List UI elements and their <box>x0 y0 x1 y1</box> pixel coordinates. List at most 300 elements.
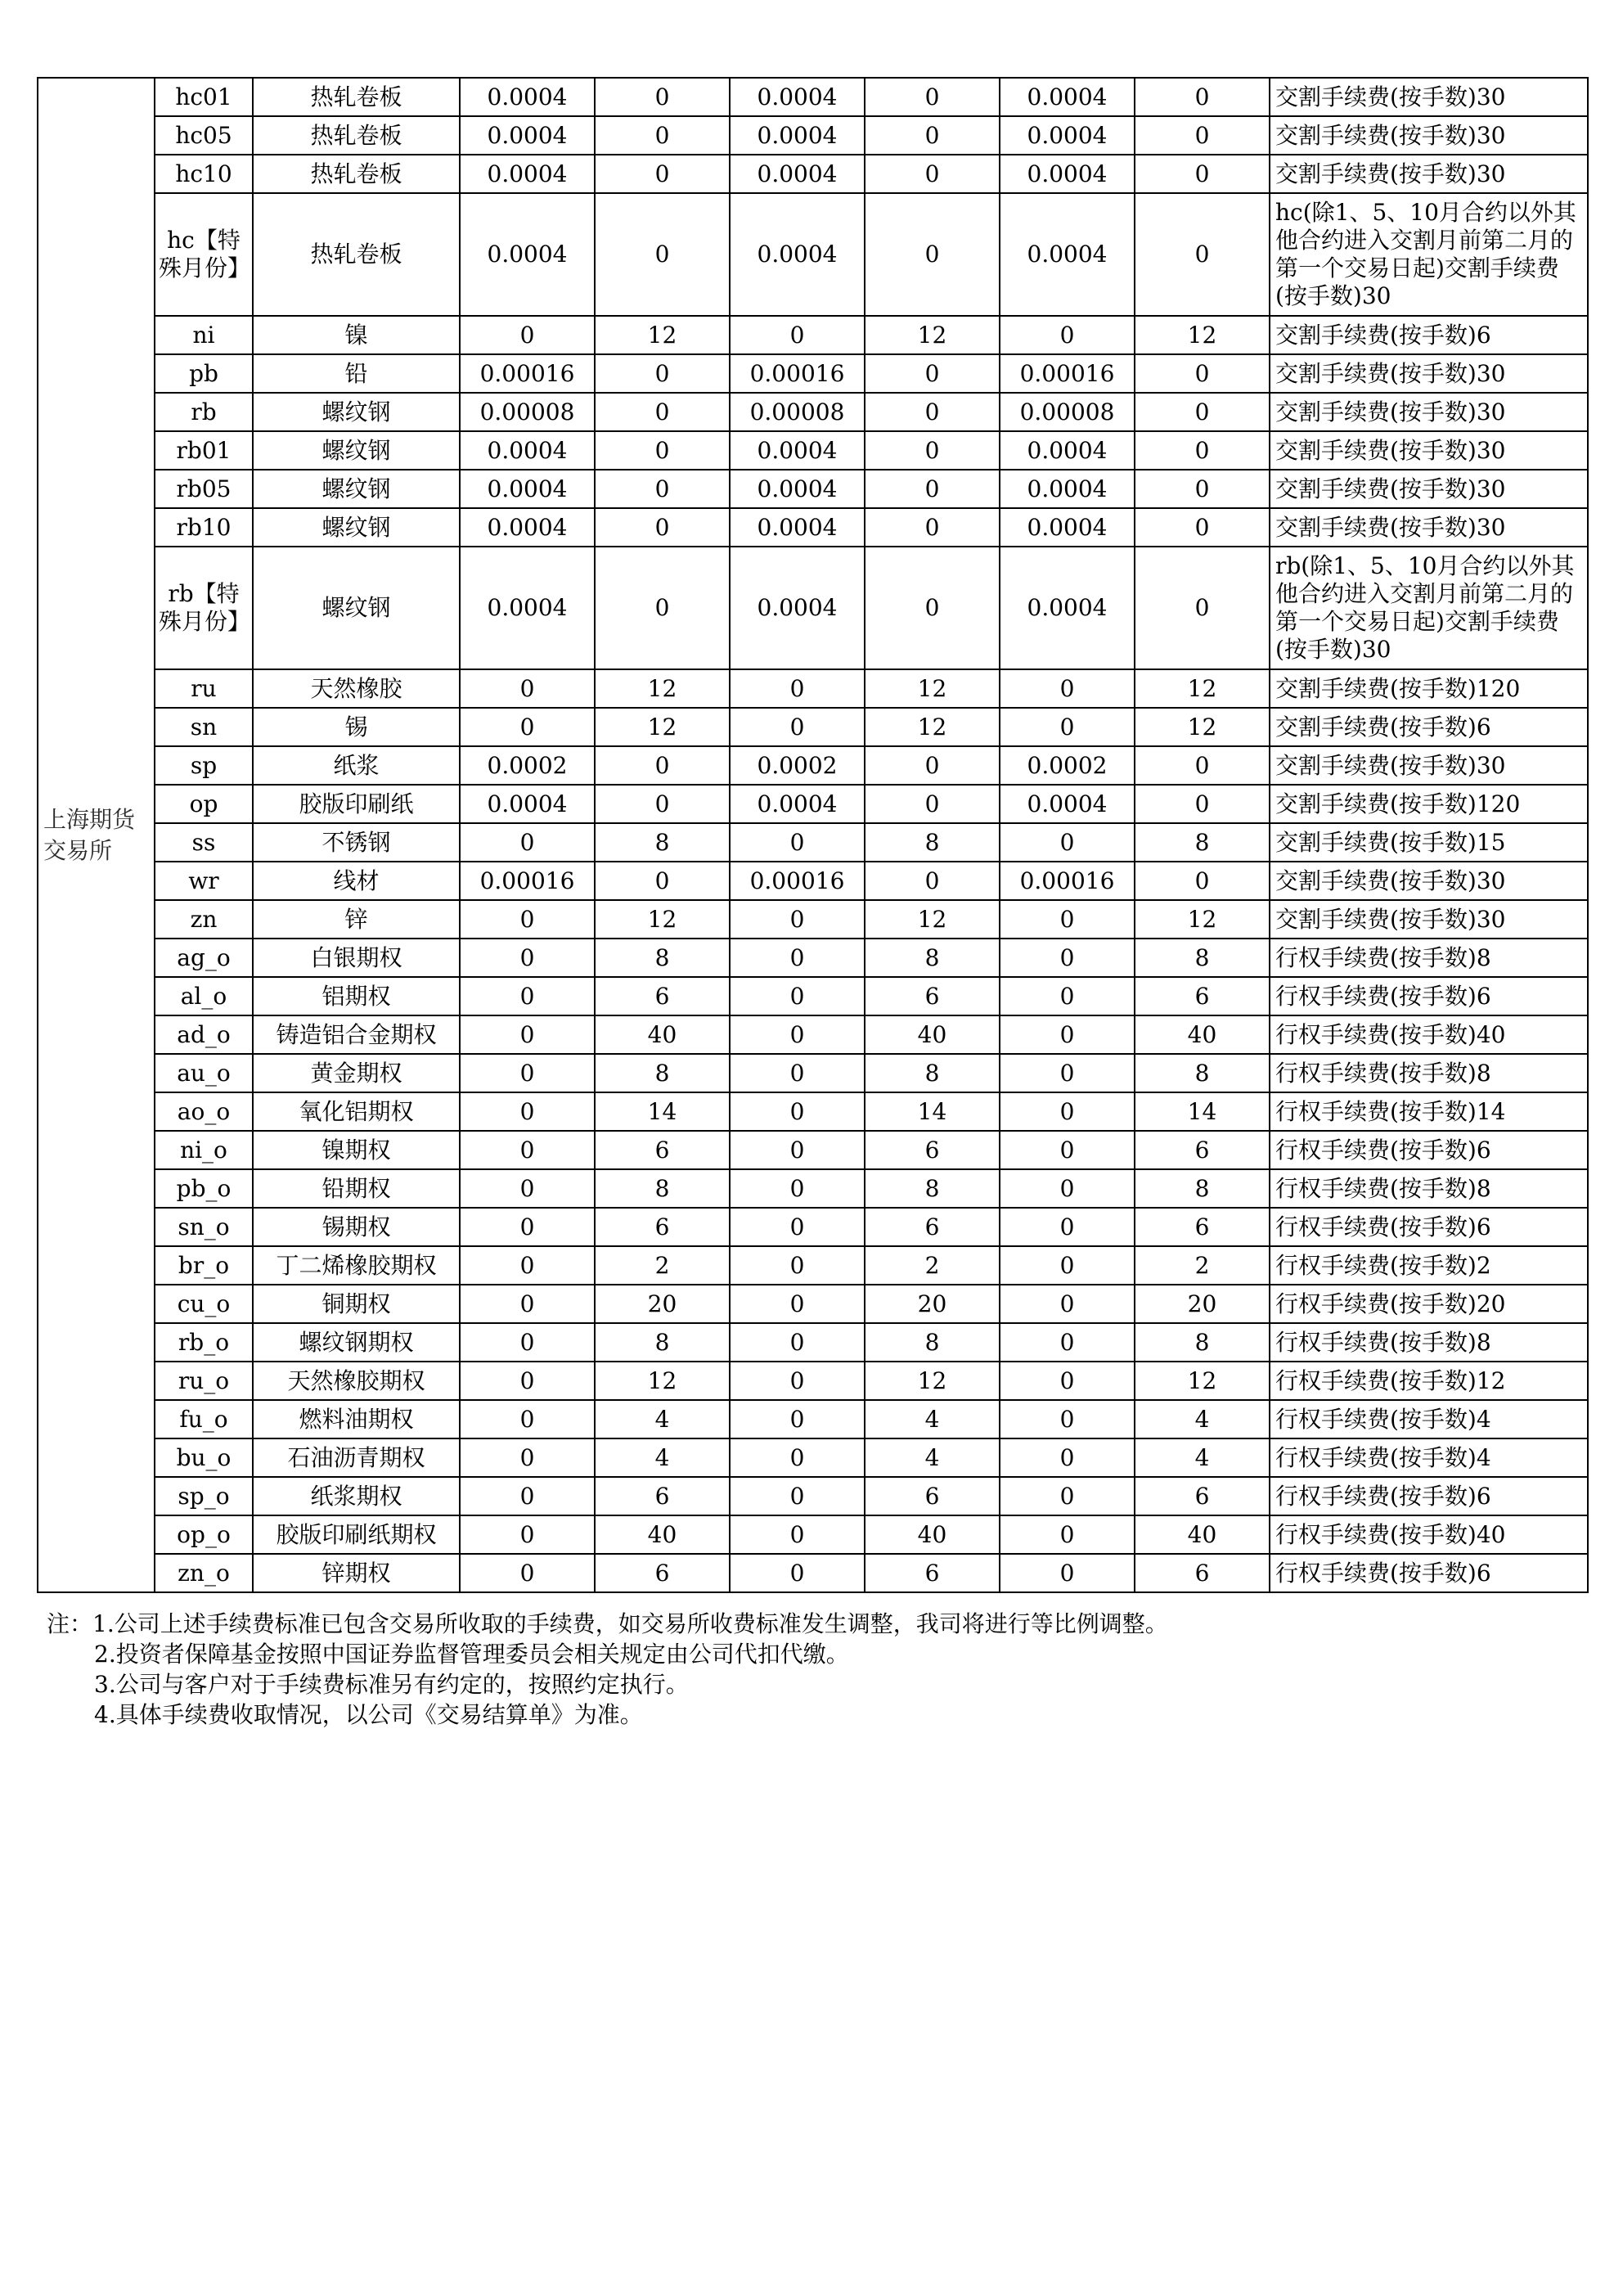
rate-close-cell: 0 <box>730 1208 865 1246</box>
table-row <box>38 155 1588 193</box>
table-row <box>38 1438 1588 1477</box>
rate-close-today-cell: 0.0004 <box>1000 193 1135 316</box>
rate-close-cell: 0 <box>730 900 865 939</box>
rate-close-today-cell: 0 <box>1000 1054 1135 1092</box>
table-row <box>38 116 1588 155</box>
product-name-cell: 铜期权 <box>253 1285 460 1323</box>
fixed-close-cell: 14 <box>865 1092 1000 1131</box>
rate-close-cell: 0 <box>730 1438 865 1477</box>
fixed-close-today-cell: 6 <box>1135 1554 1270 1592</box>
rate-close-cell: 0.0004 <box>730 78 865 116</box>
fixed-close-cell: 0 <box>865 78 1000 116</box>
fixed-close-cell: 0 <box>865 354 1000 393</box>
rate-close-today-cell: 0.0004 <box>1000 116 1135 155</box>
fixed-close-cell: 0 <box>865 547 1000 669</box>
rate-close-today-cell: 0.0004 <box>1000 78 1135 116</box>
rate-open-cell: 0.0004 <box>460 193 595 316</box>
product-name-cell: 热轧卷板 <box>253 78 460 116</box>
table-row <box>38 1169 1588 1208</box>
contract-code-cell: sn_o <box>155 1208 253 1246</box>
fixed-close-cell: 0 <box>865 193 1000 316</box>
fixed-open-cell: 40 <box>595 1515 730 1554</box>
contract-code-cell: ss <box>155 823 253 862</box>
contract-code-cell: hc05 <box>155 116 253 155</box>
footnote-1: 注：1.公司上述手续费标准已包含交易所收取的手续费，如交易所收费标准发生调整，我司将进行等比例调整。 <box>47 1610 1168 1637</box>
fixed-close-cell: 2 <box>865 1246 1000 1285</box>
fixed-open-cell: 8 <box>595 1169 730 1208</box>
rate-close-cell: 0 <box>730 316 865 354</box>
remark-cell: 行权手续费(按手数)2 <box>1270 1246 1588 1285</box>
fixed-open-cell: 0 <box>595 393 730 431</box>
fixed-close-cell: 12 <box>865 316 1000 354</box>
contract-code-cell: hc01 <box>155 78 253 116</box>
product-name-cell: 铅期权 <box>253 1169 460 1208</box>
product-name-cell: 纸浆期权 <box>253 1477 460 1515</box>
fixed-close-cell: 6 <box>865 1477 1000 1515</box>
table-row <box>38 354 1588 393</box>
rate-close-today-cell: 0 <box>1000 1208 1135 1246</box>
remark-cell: 交割手续费(按手数)30 <box>1270 862 1588 900</box>
remark-cell: 交割手续费(按手数)30 <box>1270 393 1588 431</box>
product-name-cell: 黄金期权 <box>253 1054 460 1092</box>
table-row <box>38 547 1588 669</box>
remark-cell: 交割手续费(按手数)30 <box>1270 746 1588 785</box>
contract-code-cell: cu_o <box>155 1285 253 1323</box>
product-name-cell: 铅 <box>253 354 460 393</box>
table-row <box>38 669 1588 708</box>
fixed-close-cell: 12 <box>865 669 1000 708</box>
fixed-close-cell: 4 <box>865 1400 1000 1438</box>
rate-close-today-cell: 0.0004 <box>1000 431 1135 470</box>
rate-open-cell: 0 <box>460 823 595 862</box>
table-row <box>38 1323 1588 1362</box>
fixed-close-today-cell: 6 <box>1135 1208 1270 1246</box>
rate-open-cell: 0.00016 <box>460 354 595 393</box>
rate-open-cell: 0 <box>460 316 595 354</box>
product-name-cell: 燃料油期权 <box>253 1400 460 1438</box>
rate-close-cell: 0.0004 <box>730 785 865 823</box>
product-name-cell: 锌期权 <box>253 1554 460 1592</box>
remark-cell: hc(除1、5、10月合约以外其他合约进入交割月前第二月的第一个交易日起)交割手续费(按手数)30 <box>1270 193 1588 316</box>
product-name-cell: 螺纹钢 <box>253 431 460 470</box>
remark-cell: 交割手续费(按手数)30 <box>1270 470 1588 508</box>
product-name-cell: 胶版印刷纸期权 <box>253 1515 460 1554</box>
table-row <box>38 1131 1588 1169</box>
rate-close-cell: 0 <box>730 1246 865 1285</box>
fixed-close-cell: 8 <box>865 1054 1000 1092</box>
footnote-4: 4.具体手续费收取情况，以公司《交易结算单》为准。 <box>94 1701 643 1728</box>
rate-close-cell: 0 <box>730 1515 865 1554</box>
table-row <box>38 1400 1588 1438</box>
rate-close-today-cell: 0 <box>1000 1015 1135 1054</box>
fixed-close-today-cell: 14 <box>1135 1092 1270 1131</box>
rate-close-today-cell: 0.00016 <box>1000 354 1135 393</box>
fixed-close-cell: 0 <box>865 155 1000 193</box>
remark-cell: 行权手续费(按手数)40 <box>1270 1515 1588 1554</box>
rate-close-today-cell: 0 <box>1000 977 1135 1015</box>
rate-close-cell: 0 <box>730 977 865 1015</box>
fixed-open-cell: 6 <box>595 1477 730 1515</box>
rate-close-cell: 0 <box>730 1131 865 1169</box>
rate-close-today-cell: 0.0004 <box>1000 470 1135 508</box>
rate-close-cell: 0.0002 <box>730 746 865 785</box>
rate-open-cell: 0.0004 <box>460 155 595 193</box>
fixed-close-today-cell: 0 <box>1135 155 1270 193</box>
fixed-open-cell: 6 <box>595 977 730 1015</box>
contract-code-cell: wr <box>155 862 253 900</box>
remark-cell: 行权手续费(按手数)6 <box>1270 1554 1588 1592</box>
remark-cell: 行权手续费(按手数)8 <box>1270 1323 1588 1362</box>
rate-close-today-cell: 0.00016 <box>1000 862 1135 900</box>
fixed-close-today-cell: 6 <box>1135 977 1270 1015</box>
product-name-cell: 螺纹钢期权 <box>253 1323 460 1362</box>
product-name-cell: 线材 <box>253 862 460 900</box>
contract-code-cell: sp <box>155 746 253 785</box>
fixed-open-cell: 8 <box>595 939 730 977</box>
rate-close-today-cell: 0.0004 <box>1000 508 1135 547</box>
rate-close-today-cell: 0.0004 <box>1000 785 1135 823</box>
rate-close-today-cell: 0 <box>1000 1400 1135 1438</box>
table-row <box>38 1477 1588 1515</box>
fee-table <box>37 77 1589 1593</box>
rate-close-today-cell: 0.0004 <box>1000 155 1135 193</box>
contract-code-cell: ao_o <box>155 1092 253 1131</box>
rate-open-cell: 0 <box>460 939 595 977</box>
fixed-close-today-cell: 0 <box>1135 785 1270 823</box>
contract-code-cell: ag_o <box>155 939 253 977</box>
contract-code-cell: br_o <box>155 1246 253 1285</box>
product-name-cell: 螺纹钢 <box>253 393 460 431</box>
fixed-close-today-cell: 0 <box>1135 746 1270 785</box>
remark-cell: 行权手续费(按手数)20 <box>1270 1285 1588 1323</box>
rate-open-cell: 0 <box>460 1054 595 1092</box>
fixed-close-today-cell: 0 <box>1135 508 1270 547</box>
fixed-close-cell: 6 <box>865 1208 1000 1246</box>
contract-code-cell: op <box>155 785 253 823</box>
rate-close-cell: 0.00008 <box>730 393 865 431</box>
remark-cell: 行权手续费(按手数)14 <box>1270 1092 1588 1131</box>
contract-code-cell: al_o <box>155 977 253 1015</box>
product-name-cell: 螺纹钢 <box>253 470 460 508</box>
table-row <box>38 393 1588 431</box>
product-name-cell: 白银期权 <box>253 939 460 977</box>
contract-code-cell: ni_o <box>155 1131 253 1169</box>
table-row <box>38 193 1588 316</box>
product-name-cell: 锌 <box>253 900 460 939</box>
product-name-cell: 天然橡胶期权 <box>253 1362 460 1400</box>
rate-close-today-cell: 0 <box>1000 1438 1135 1477</box>
table-row <box>38 508 1588 547</box>
product-name-cell: 热轧卷板 <box>253 116 460 155</box>
product-name-cell: 镍期权 <box>253 1131 460 1169</box>
product-name-cell: 胶版印刷纸 <box>253 785 460 823</box>
rate-close-cell: 0 <box>730 1015 865 1054</box>
rate-open-cell: 0 <box>460 1400 595 1438</box>
table-row <box>38 431 1588 470</box>
remark-cell: 交割手续费(按手数)30 <box>1270 354 1588 393</box>
rate-open-cell: 0 <box>460 1477 595 1515</box>
fixed-close-today-cell: 8 <box>1135 1323 1270 1362</box>
fixed-close-cell: 8 <box>865 823 1000 862</box>
rate-open-cell: 0.00016 <box>460 862 595 900</box>
fixed-close-today-cell: 0 <box>1135 431 1270 470</box>
table-row <box>38 862 1588 900</box>
rate-close-today-cell: 0.0002 <box>1000 746 1135 785</box>
fixed-close-cell: 6 <box>865 1554 1000 1592</box>
table-row <box>38 1015 1588 1054</box>
fixed-close-today-cell: 2 <box>1135 1246 1270 1285</box>
fixed-close-today-cell: 12 <box>1135 900 1270 939</box>
fixed-close-cell: 6 <box>865 977 1000 1015</box>
fixed-close-cell: 0 <box>865 470 1000 508</box>
fixed-open-cell: 0 <box>595 547 730 669</box>
fixed-close-today-cell: 0 <box>1135 470 1270 508</box>
fixed-open-cell: 0 <box>595 193 730 316</box>
fixed-close-cell: 0 <box>865 116 1000 155</box>
fixed-open-cell: 0 <box>595 431 730 470</box>
fixed-close-today-cell: 20 <box>1135 1285 1270 1323</box>
fixed-open-cell: 6 <box>595 1208 730 1246</box>
product-name-cell: 丁二烯橡胶期权 <box>253 1246 460 1285</box>
fixed-close-cell: 0 <box>865 508 1000 547</box>
fixed-close-cell: 8 <box>865 1169 1000 1208</box>
rate-open-cell: 0.0004 <box>460 547 595 669</box>
fixed-open-cell: 0 <box>595 785 730 823</box>
product-name-cell: 锡期权 <box>253 1208 460 1246</box>
contract-code-cell: zn <box>155 900 253 939</box>
contract-code-cell: sn <box>155 708 253 746</box>
fixed-close-today-cell: 4 <box>1135 1438 1270 1477</box>
footnote-2: 2.投资者保障基金按照中国证券监督管理委员会相关规定由公司代扣代缴。 <box>94 1641 849 1668</box>
table-row <box>38 823 1588 862</box>
contract-code-cell: ru <box>155 669 253 708</box>
rate-open-cell: 0 <box>460 1131 595 1169</box>
rate-close-today-cell: 0 <box>1000 708 1135 746</box>
fee-table-body <box>38 78 1588 1592</box>
fixed-open-cell: 12 <box>595 316 730 354</box>
table-row <box>38 977 1588 1015</box>
product-name-cell: 锡 <box>253 708 460 746</box>
table-row <box>38 1554 1588 1592</box>
rate-close-cell: 0 <box>730 1362 865 1400</box>
remark-cell: 交割手续费(按手数)6 <box>1270 316 1588 354</box>
fixed-close-cell: 6 <box>865 1131 1000 1169</box>
table-row <box>38 470 1588 508</box>
rate-close-cell: 0 <box>730 1400 865 1438</box>
contract-code-cell: bu_o <box>155 1438 253 1477</box>
rate-open-cell: 0.0004 <box>460 508 595 547</box>
fixed-open-cell: 8 <box>595 823 730 862</box>
rate-open-cell: 0 <box>460 1285 595 1323</box>
fixed-close-today-cell: 12 <box>1135 316 1270 354</box>
rate-close-today-cell: 0 <box>1000 823 1135 862</box>
remark-cell: 交割手续费(按手数)30 <box>1270 508 1588 547</box>
exchange-name: 上海期货 交易所 <box>38 78 155 1592</box>
rate-close-today-cell: 0 <box>1000 669 1135 708</box>
fixed-close-today-cell: 0 <box>1135 393 1270 431</box>
rate-close-cell: 0.0004 <box>730 116 865 155</box>
product-name-cell: 天然橡胶 <box>253 669 460 708</box>
rate-close-cell: 0 <box>730 1477 865 1515</box>
product-name-cell: 热轧卷板 <box>253 155 460 193</box>
fixed-close-cell: 0 <box>865 431 1000 470</box>
fixed-open-cell: 14 <box>595 1092 730 1131</box>
rate-open-cell: 0 <box>460 1092 595 1131</box>
rate-open-cell: 0 <box>460 1323 595 1362</box>
remark-cell: rb(除1、5、10月合约以外其他合约进入交割月前第二月的第一个交易日起)交割手续费(按手数)30 <box>1270 547 1588 669</box>
fixed-open-cell: 8 <box>595 1054 730 1092</box>
fixed-open-cell: 0 <box>595 78 730 116</box>
rate-open-cell: 0 <box>460 1208 595 1246</box>
rate-close-cell: 0 <box>730 1092 865 1131</box>
rate-close-cell: 0.00016 <box>730 354 865 393</box>
product-name-cell: 不锈钢 <box>253 823 460 862</box>
fixed-close-cell: 0 <box>865 393 1000 431</box>
fixed-open-cell: 12 <box>595 1362 730 1400</box>
fixed-close-cell: 0 <box>865 862 1000 900</box>
rate-close-today-cell: 0 <box>1000 1246 1135 1285</box>
rate-close-cell: 0 <box>730 1054 865 1092</box>
fixed-close-today-cell: 0 <box>1135 354 1270 393</box>
rate-close-cell: 0 <box>730 1169 865 1208</box>
fixed-close-today-cell: 40 <box>1135 1015 1270 1054</box>
rate-close-cell: 0.0004 <box>730 470 865 508</box>
contract-code-cell: au_o <box>155 1054 253 1092</box>
table-row <box>38 1246 1588 1285</box>
rate-open-cell: 0 <box>460 1362 595 1400</box>
contract-code-cell: ni <box>155 316 253 354</box>
rate-close-cell: 0.0004 <box>730 193 865 316</box>
fixed-close-today-cell: 8 <box>1135 823 1270 862</box>
rate-close-cell: 0.00016 <box>730 862 865 900</box>
product-name-cell: 镍 <box>253 316 460 354</box>
fixed-open-cell: 0 <box>595 155 730 193</box>
rate-open-cell: 0 <box>460 1515 595 1554</box>
contract-code-cell: rb【特殊月份】 <box>155 547 253 669</box>
fixed-close-cell: 40 <box>865 1515 1000 1554</box>
fixed-open-cell: 0 <box>595 746 730 785</box>
fixed-close-today-cell: 0 <box>1135 862 1270 900</box>
product-name-cell: 铸造铝合金期权 <box>253 1015 460 1054</box>
table-row <box>38 1285 1588 1323</box>
rate-close-today-cell: 0 <box>1000 900 1135 939</box>
remark-cell: 行权手续费(按手数)6 <box>1270 1477 1588 1515</box>
fixed-close-today-cell: 8 <box>1135 1169 1270 1208</box>
remark-cell: 行权手续费(按手数)4 <box>1270 1438 1588 1477</box>
fixed-close-cell: 12 <box>865 900 1000 939</box>
rate-open-cell: 0.0004 <box>460 78 595 116</box>
table-row <box>38 316 1588 354</box>
table-row <box>38 78 1588 116</box>
rate-open-cell: 0 <box>460 900 595 939</box>
rate-close-cell: 0.0004 <box>730 431 865 470</box>
fixed-open-cell: 8 <box>595 1323 730 1362</box>
remark-cell: 行权手续费(按手数)6 <box>1270 1131 1588 1169</box>
product-name-cell: 铝期权 <box>253 977 460 1015</box>
rate-close-today-cell: 0 <box>1000 1131 1135 1169</box>
rate-open-cell: 0 <box>460 1554 595 1592</box>
contract-code-cell: ad_o <box>155 1015 253 1054</box>
fixed-open-cell: 0 <box>595 470 730 508</box>
remark-cell: 行权手续费(按手数)12 <box>1270 1362 1588 1400</box>
fixed-close-today-cell: 12 <box>1135 669 1270 708</box>
fixed-close-today-cell: 0 <box>1135 547 1270 669</box>
fixed-close-cell: 8 <box>865 939 1000 977</box>
rate-close-today-cell: 0 <box>1000 939 1135 977</box>
rate-close-cell: 0 <box>730 1285 865 1323</box>
fixed-open-cell: 0 <box>595 116 730 155</box>
fixed-close-today-cell: 0 <box>1135 116 1270 155</box>
table-row <box>38 785 1588 823</box>
remark-cell: 交割手续费(按手数)30 <box>1270 78 1588 116</box>
remark-cell: 行权手续费(按手数)8 <box>1270 1054 1588 1092</box>
contract-code-cell: pb <box>155 354 253 393</box>
fixed-close-cell: 8 <box>865 1323 1000 1362</box>
rate-open-cell: 0.0004 <box>460 470 595 508</box>
remark-cell: 交割手续费(按手数)120 <box>1270 785 1588 823</box>
fixed-open-cell: 20 <box>595 1285 730 1323</box>
rate-close-cell: 0 <box>730 939 865 977</box>
fixed-open-cell: 6 <box>595 1554 730 1592</box>
remark-cell: 行权手续费(按手数)40 <box>1270 1015 1588 1054</box>
remark-cell: 行权手续费(按手数)8 <box>1270 1169 1588 1208</box>
rate-open-cell: 0 <box>460 708 595 746</box>
rate-open-cell: 0.0004 <box>460 785 595 823</box>
rate-close-today-cell: 0 <box>1000 1285 1135 1323</box>
rate-open-cell: 0 <box>460 1438 595 1477</box>
fixed-close-today-cell: 8 <box>1135 939 1270 977</box>
rate-close-today-cell: 0 <box>1000 1169 1135 1208</box>
remark-cell: 交割手续费(按手数)6 <box>1270 708 1588 746</box>
rate-close-today-cell: 0 <box>1000 1554 1135 1592</box>
contract-code-cell: rb05 <box>155 470 253 508</box>
rate-close-today-cell: 0.00008 <box>1000 393 1135 431</box>
rate-close-today-cell: 0 <box>1000 1477 1135 1515</box>
rate-open-cell: 0 <box>460 1169 595 1208</box>
product-name-cell: 螺纹钢 <box>253 508 460 547</box>
fixed-open-cell: 0 <box>595 508 730 547</box>
contract-code-cell: fu_o <box>155 1400 253 1438</box>
rate-close-today-cell: 0 <box>1000 316 1135 354</box>
rate-close-today-cell: 0 <box>1000 1515 1135 1554</box>
rate-close-today-cell: 0 <box>1000 1323 1135 1362</box>
fixed-close-today-cell: 0 <box>1135 78 1270 116</box>
fixed-open-cell: 2 <box>595 1246 730 1285</box>
fixed-close-cell: 40 <box>865 1015 1000 1054</box>
rate-close-cell: 0 <box>730 823 865 862</box>
remark-cell: 交割手续费(按手数)30 <box>1270 900 1588 939</box>
fixed-open-cell: 0 <box>595 862 730 900</box>
contract-code-cell: rb10 <box>155 508 253 547</box>
table-row <box>38 1054 1588 1092</box>
remark-cell: 行权手续费(按手数)4 <box>1270 1400 1588 1438</box>
fixed-close-cell: 12 <box>865 708 1000 746</box>
fixed-close-cell: 0 <box>865 746 1000 785</box>
remark-cell: 行权手续费(按手数)6 <box>1270 977 1588 1015</box>
rate-close-today-cell: 0 <box>1000 1092 1135 1131</box>
contract-code-cell: pb_o <box>155 1169 253 1208</box>
rate-close-cell: 0.0004 <box>730 508 865 547</box>
rate-close-cell: 0 <box>730 669 865 708</box>
fixed-close-cell: 4 <box>865 1438 1000 1477</box>
contract-code-cell: hc【特殊月份】 <box>155 193 253 316</box>
remark-cell: 交割手续费(按手数)30 <box>1270 116 1588 155</box>
fixed-close-today-cell: 8 <box>1135 1054 1270 1092</box>
fixed-open-cell: 12 <box>595 708 730 746</box>
contract-code-cell: hc10 <box>155 155 253 193</box>
rate-close-cell: 0.0004 <box>730 547 865 669</box>
rate-open-cell: 0 <box>460 1015 595 1054</box>
